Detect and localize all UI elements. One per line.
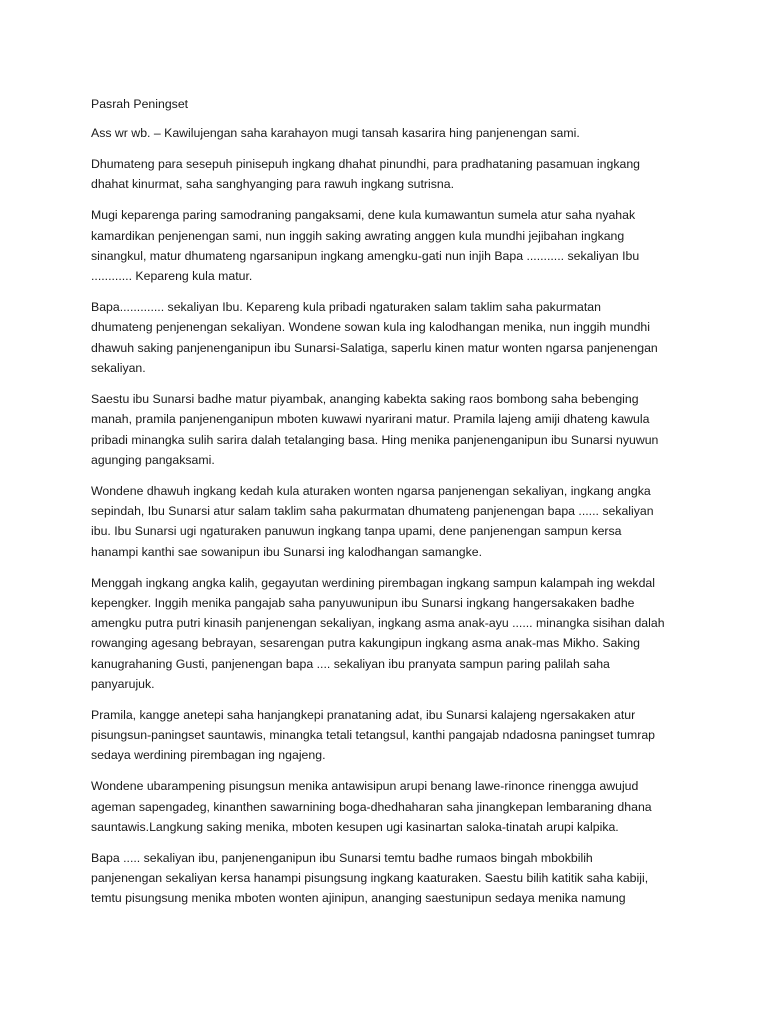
paragraph <box>91 573 691 695</box>
paragraph-line: kepengker. Inggih menika pangajab saha panyuwunipun ibu Sunarsi ingkang hangersakaken badhe <box>91 595 635 610</box>
paragraph-line: dhawuh saking panjenenganipun ibu Sunarsi-Salatiga, saperlu kinen matur wonten ngarsa panjenengan <box>91 340 658 355</box>
paragraph-line: sauntawis.Langkung saking menika, mboten kesupen ugi kasinartan saloka-tinatah arupi kalpika. <box>91 819 619 834</box>
paragraph-line: temtu pisungsung menika mboten wonten ajinipun, ananging saestunipun sedaya menika namung <box>91 891 626 906</box>
paragraph-line: sepindah, Ibu Sunarsi atur salam taklim saha pakurmatan dhumateng panjenengan bapa ...... sekaliyan <box>91 504 654 519</box>
paragraph <box>91 481 691 562</box>
paragraph-line: sedaya werdining pirembagan ing ngajeng. <box>91 748 326 763</box>
paragraph-line: kamardikan penjenengan sami, nun inggih saking awrating anggen kula mundhi jejibahan ingkang <box>91 228 625 243</box>
paragraph-line: Wondene dhawuh ingkang kedah kula aturaken wonten ngarsa panjenengan sekaliyan, ingkang angka <box>91 483 651 498</box>
paragraph-line: Wondene ubarampening pisungsun menika antawisipun arupi benang lawe-rinonce rinengga awujud <box>91 779 639 794</box>
paragraph-line: Dhumateng para sesepuh pinisepuh ingkang dhahat pinundhi, para pradhataning pasamuan ingkang <box>91 157 640 172</box>
document-title: Pasrah Peningset <box>91 97 189 111</box>
document-body <box>91 123 691 908</box>
paragraph-line: Mugi keparenga paring samodraning pangaksami, dene kula kumawantun sumela atur saha nyahak <box>91 208 636 223</box>
paragraph-line: Bapa ..... sekaliyan ibu, panjenenganipun ibu Sunarsi temtu badhe rumaos bingah mbokbilih <box>91 850 593 865</box>
paragraph <box>91 705 691 766</box>
paragraph-line: ............ Kepareng kula matur. <box>91 269 253 284</box>
paragraph-line: manah, pramila panjenenganipun mboten kuwawi nyarirani matur. Pramila lajeng amiji dhateng kawula <box>91 412 650 427</box>
paragraph-line: pisungsun-paningset sauntawis, minangka tetali tetangsul, kanthi pangajab ndadosna paningset tumrap <box>91 728 655 743</box>
paragraph <box>91 776 691 837</box>
paragraph-line: panjenengan sekaliyan kersa hanampi pisungsung ingkang kaaturaken. Saestu bilih katitik saha kabiji, <box>91 871 649 886</box>
paragraph-line: Saestu ibu Sunarsi badhe matur piyambak, ananging kabekta saking raos bombong saha bebenging <box>91 391 639 406</box>
paragraph-line: ageman sapengadeg, kinanthen sawarnining boga-dhedhaharan saha jinangkepan lembaraning dhana <box>91 799 652 814</box>
paragraph-line: agunging pangaksami. <box>91 452 215 467</box>
paragraph-line: Menggah ingkang angka kalih, gegayutan werdining pirembagan ingkang sampun kalampah ing wekdal <box>91 575 655 590</box>
paragraph-line: panyarujuk. <box>91 676 155 691</box>
paragraph-line: hanampi kanthi sae sowanipun ibu Sunarsi ing kalodhangan samangke. <box>91 544 483 559</box>
paragraph-line: sekaliyan. <box>91 361 146 376</box>
paragraph <box>91 848 691 909</box>
paragraph-line: ibu. Ibu Sunarsi ugi ngaturaken panuwun ingkang tanpa upami, dene panjenengan sampun kersa <box>91 524 622 539</box>
paragraph <box>91 154 691 195</box>
paragraph <box>91 205 691 286</box>
paragraph-line: dhahat kinurmat, saha sanghyanging para rawuh ingkang sutrisna. <box>91 177 454 192</box>
paragraph-line: Pramila, kangge anetepi saha hanjangkepi pranataning adat, ibu Sunarsi kalajeng ngersakaken atur <box>91 707 636 722</box>
paragraph-line: Ass wr wb. – Kawilujengan saha karahayon mugi tansah kasarira hing panjenengan sami. <box>91 126 580 141</box>
paragraph-line: rowanging agesang bebrayan, sesarengan putra kakungipun ingkang asma anak-mas Mikho. Saking <box>91 636 640 651</box>
paragraph-line: sinangkul, matur dhumateng ngarsanipun ingkang amengku-gati nun injih Bapa ........... sekaliyan Ibu <box>91 248 640 263</box>
paragraph <box>91 297 691 378</box>
paragraph-line: pribadi minangka sulih sarira dalah tetalanging basa. Hing menika panjenenganipun ibu Sunarsi nyuwun <box>91 432 659 447</box>
paragraph <box>91 389 691 470</box>
paragraph-line: dhumateng penjenengan sekaliyan. Wondene sowan kula ing kalodhangan menika, nun inggih mundhi <box>91 320 651 335</box>
document-page <box>91 94 691 919</box>
paragraph-line: amengku putra putri kinasih panjenengan sekaliyan, ingkang asma anak-ayu ...... minangka sisihan dalah <box>91 616 665 631</box>
paragraph <box>91 123 691 143</box>
paragraph-line: kanugrahaning Gusti, panjenengan bapa .... sekaliyan ibu pranyata sampun paring palilah saha <box>91 656 610 671</box>
paragraph-line: Bapa............. sekaliyan Ibu. Kepareng kula pribadi ngaturaken salam taklim saha pakurmatan <box>91 300 601 315</box>
